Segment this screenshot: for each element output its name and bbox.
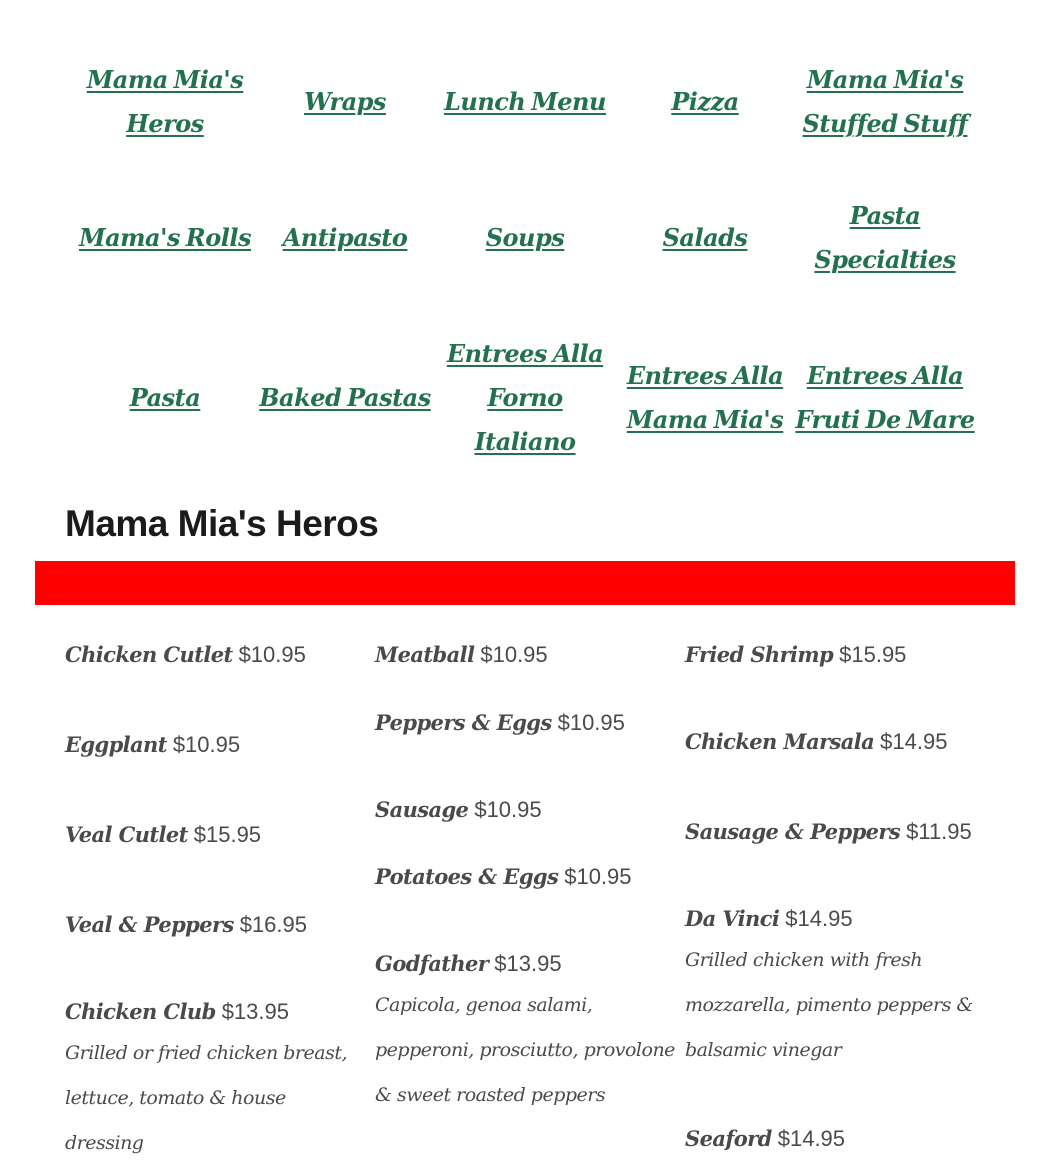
menu-item-line [65,997,365,1030]
category-cell [435,332,615,464]
menu-item [375,949,675,1118]
section-title: Mama Mia's Heros [65,503,379,544]
category-cell [75,376,255,420]
category-link-antipasto[interactable]: Antipasto [282,223,408,252]
menu-item [65,997,365,1166]
menu-item-name: Veal Cutlet [65,822,188,847]
category-link-entrees-mama-mias[interactable]: Entrees Alla Mama Mia's [626,361,784,434]
category-nav [75,56,975,466]
category-link-rolls[interactable]: Mama's Rolls [79,223,251,252]
menu-item-name: Chicken Marsala [685,729,875,754]
menu-item-line [65,640,365,673]
category-cell [615,354,795,442]
menu-item [685,640,985,673]
menu-item [65,730,365,763]
menu-item-price: $14.95 [785,906,853,931]
menu-item-line [375,795,675,828]
menu-item-description: Grilled or fried chicken breast, lettuce, tomato & house dressing [65,1042,348,1154]
menu-item-line [685,817,985,850]
menu-item-line [375,708,675,741]
category-cell [795,194,975,282]
menu-item-description: Capicola, genoa salami, pepperoni, prosciutto, provolone & sweet roasted peppers [375,994,675,1106]
category-cell [615,80,795,124]
category-cell [435,80,615,124]
menu-item-line [65,820,365,853]
menu-item-price: $14.95 [880,729,948,754]
menu-item [685,1124,985,1157]
category-cell [255,376,435,420]
menu-item-line [685,640,985,673]
category-link-pizza[interactable]: Pizza [671,87,739,116]
menu-item-name: Sausage & Peppers [685,819,901,844]
category-cell [795,58,975,146]
category-cell [75,216,255,260]
menu-item-line [65,910,365,943]
category-link-heros[interactable]: Mama Mia's Heros [86,65,244,138]
category-link-pasta-specialties[interactable]: Pasta Specialties [814,201,956,274]
menu-item-price: $13.95 [221,999,289,1024]
menu-item-price: $10.95 [480,642,548,667]
menu-item-price: $13.95 [494,951,562,976]
category-link-wraps[interactable]: Wraps [304,87,386,116]
menu-item-price: $14.95 [777,1126,846,1151]
menu-item-name: Chicken Club [65,999,216,1024]
menu-item-description: Grilled chicken with fresh mozzarella, pimento peppers & balsamic vinegar [685,949,973,1061]
category-link-lunch-menu[interactable]: Lunch Menu [444,87,606,116]
category-cell [255,216,435,260]
menu-item-line [375,862,675,895]
menu-item-line [65,730,365,763]
category-link-baked-pastas[interactable]: Baked Pastas [259,383,431,412]
menu-item-line [685,727,985,760]
menu-item-price: $15.95 [193,822,262,847]
category-cell [255,80,435,124]
category-cell [615,216,795,260]
category-link-stuffed-stuff[interactable]: Mama Mia's Stuffed Stuff [802,65,968,138]
menu-item-name: Sausage [375,797,469,822]
menu-item [65,640,365,673]
category-cell [435,216,615,260]
menu-item-name: Godfather [375,951,489,976]
menu-item [375,862,675,895]
menu-item-name: Veal & Peppers [65,912,234,937]
menu-item-name: Eggplant [65,732,167,757]
menu-item-name: Fried Shrimp [685,642,834,667]
menu-item-name: Da Vinci [685,906,780,931]
menu-item [375,708,675,741]
menu-item-line [375,949,675,982]
menu-item-price: $15.95 [839,642,907,667]
menu-item-line [375,640,675,673]
menu-item [65,820,365,853]
category-link-pasta[interactable]: Pasta [129,383,201,412]
menu-item-price: $10.95 [557,710,625,735]
menu-item [685,904,985,1073]
category-link-soups[interactable]: Soups [485,223,565,252]
menu-item [685,727,985,760]
category-link-entrees-fruti-de-mare[interactable]: Entrees Alla Fruti De Mare [795,361,975,434]
menu-item [375,795,675,828]
menu-item [685,817,985,850]
menu-item-name: Potatoes & Eggs [375,864,559,889]
section-divider-band [35,561,1015,605]
menu-item-price: $16.95 [239,912,307,937]
menu-item-price: $10.95 [238,642,306,667]
category-row [75,192,975,284]
category-cell [75,58,255,146]
category-row [75,56,975,148]
category-cell [795,354,975,442]
menu-item [375,640,675,673]
menu-item-name: Meatball [375,642,475,667]
menu-item-name: Seaford [685,1126,772,1151]
menu-item-price: $10.95 [564,864,632,889]
category-row [75,330,975,466]
category-link-salads[interactable]: Salads [662,223,748,252]
menu-item-price: $11.95 [906,819,972,844]
menu-item-price: $10.95 [474,797,542,822]
menu-item [65,910,365,943]
menu-item-name: Peppers & Eggs [375,710,552,735]
menu-item-price: $10.95 [172,732,241,757]
menu-item-name: Chicken Cutlet [65,642,233,667]
category-link-entrees-forno[interactable]: Entrees Alla Forno Italiano [446,339,604,456]
menu-item-line [685,1124,985,1157]
menu-item-line [685,904,985,937]
